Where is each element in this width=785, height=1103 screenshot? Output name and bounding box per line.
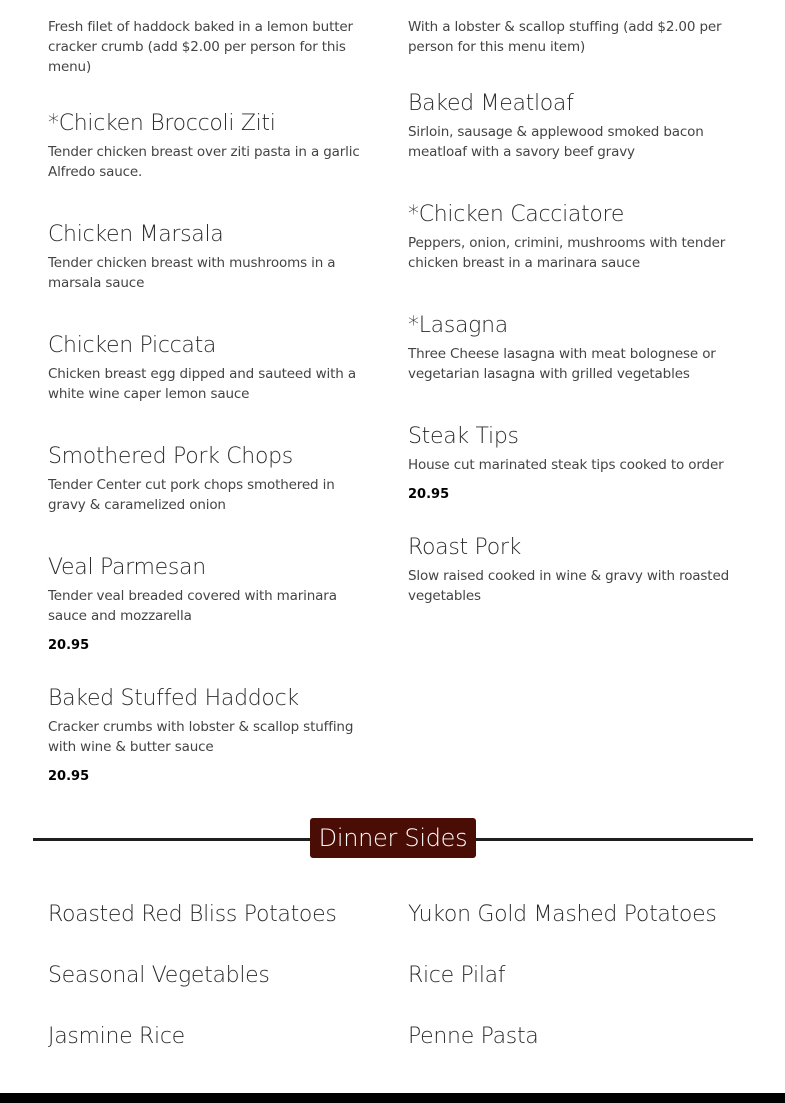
side-item xyxy=(48,961,270,991)
menu-item-name: Roast Pork xyxy=(408,535,522,560)
side-item-name: Rice Pilaf xyxy=(408,963,506,988)
side-item xyxy=(48,1022,185,1052)
menu-item-description: Tender Center cut pork chops smothered in gravy & caramelized onion xyxy=(48,477,335,513)
menu-item-description: With a lobster & scallop stuffing (add $2.00 per person for this menu item) xyxy=(408,19,722,55)
menu-item-description: Fresh filet of haddock baked in a lemon butter cracker crumb (add $2.00 per person for this menu) xyxy=(48,19,353,75)
section-header-dinner-sides: Dinner Sides xyxy=(310,818,476,858)
menu-item-name: Chicken Marsala xyxy=(48,222,224,247)
side-item-name: Penne Pasta xyxy=(408,1024,539,1049)
side-item xyxy=(408,900,716,930)
menu-item-name: Smothered Pork Chops xyxy=(48,444,293,469)
menu-item xyxy=(48,553,370,656)
menu-item-name: Steak Tips xyxy=(408,424,519,449)
menu-item xyxy=(408,422,748,505)
side-item xyxy=(48,900,337,930)
side-item xyxy=(408,1022,538,1052)
menu-item-name: *Chicken Broccoli Ziti xyxy=(48,111,276,136)
menu-item-price: 20.95 xyxy=(408,487,450,502)
menu-item xyxy=(408,200,748,273)
menu-item xyxy=(408,533,748,606)
menu-item-name: Baked Stuffed Haddock xyxy=(48,686,299,711)
menu-item-description: Tender chicken breast over ziti pasta in a garlic Alfredo sauce. xyxy=(48,144,360,180)
menu-item-price: 20.95 xyxy=(48,769,90,784)
menu-item-description: Peppers, onion, crimini, mushrooms with tender chicken breast in a marinara sauce xyxy=(408,235,726,271)
footer-bar xyxy=(0,1093,785,1103)
menu-item xyxy=(408,89,748,162)
side-item xyxy=(408,961,505,991)
menu-item xyxy=(408,311,748,384)
side-item-name: Yukon Gold Mashed Potatoes xyxy=(408,902,717,927)
menu-item-price: 20.95 xyxy=(48,638,90,653)
menu-item-description: Cracker crumbs with lobster & scallop stuffing with wine & butter sauce xyxy=(48,719,354,755)
menu-item-description: House cut marinated steak tips cooked to order xyxy=(408,457,724,473)
menu-item-name: Veal Parmesan xyxy=(48,555,206,580)
menu-item-name: Baked Meatloaf xyxy=(408,91,574,116)
menu-item-name: Chicken Piccata xyxy=(48,333,217,358)
menu-item xyxy=(408,14,748,57)
menu-item-name: *Chicken Cacciatore xyxy=(408,202,625,227)
menu-item xyxy=(48,442,370,515)
side-item-name: Jasmine Rice xyxy=(48,1024,185,1049)
menu-item xyxy=(48,14,370,77)
side-item-name: Roasted Red Bliss Potatoes xyxy=(48,902,337,927)
menu-item xyxy=(48,331,370,404)
menu-item-description: Tender chicken breast with mushrooms in a marsala sauce xyxy=(48,255,336,291)
menu-item-description: Sirloin, sausage & applewood smoked bacon meatloaf with a savory beef gravy xyxy=(408,124,704,160)
menu-item-description: Three Cheese lasagna with meat bolognese or vegetarian lasagna with grilled vegetables xyxy=(408,346,716,382)
menu-item xyxy=(48,684,370,787)
menu-item-description: Tender veal breaded covered with marinara sauce and mozzarella xyxy=(48,588,337,624)
menu-item xyxy=(48,220,370,293)
menu-item-name: *Lasagna xyxy=(408,313,508,338)
menu-item-description: Slow raised cooked in wine & gravy with roasted vegetables xyxy=(408,568,730,604)
side-item-name: Seasonal Vegetables xyxy=(48,963,270,988)
menu-item-description: Chicken breast egg dipped and sauteed with a white wine caper lemon sauce xyxy=(48,366,356,402)
menu-item xyxy=(48,109,370,182)
